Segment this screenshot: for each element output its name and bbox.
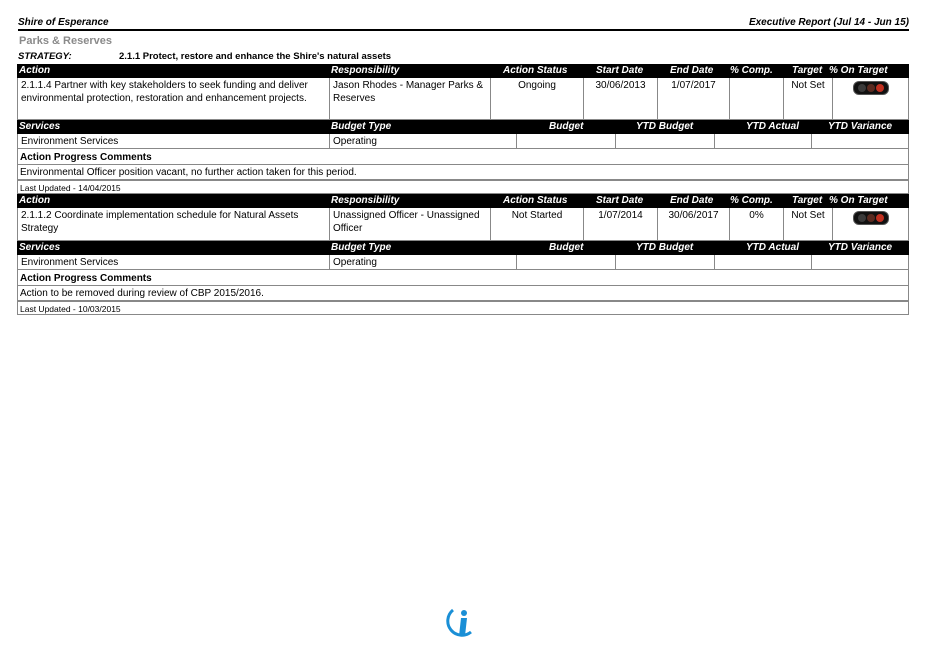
col-action: Action: [19, 65, 51, 76]
col-target: Target: [792, 65, 823, 76]
action-block-2: [17, 194, 909, 315]
logo-icon: [441, 606, 479, 638]
budget-type-text: Operating: [329, 255, 516, 269]
col-end: End Date: [670, 195, 714, 206]
ytd-budget-value: [615, 255, 714, 269]
section-title: Parks & Reserves: [19, 35, 112, 47]
service-text: Environment Services: [21, 257, 119, 268]
ytd-budget-value: [615, 134, 714, 148]
ytd-actual-value: [714, 255, 811, 269]
col-services: Services: [19, 242, 61, 253]
budget-value: [516, 134, 615, 148]
start-date: 30/06/2013: [583, 78, 657, 119]
col-services: Services: [19, 121, 61, 132]
services-header: [17, 120, 909, 134]
col-ytd-actual: YTD Actual: [746, 242, 799, 253]
strategy-line: [18, 51, 392, 62]
col-budget: Budget: [549, 121, 584, 132]
col-action: Action: [19, 195, 51, 206]
last-updated: Last Updated - 14/04/2015: [17, 180, 909, 194]
target-text: Not Set: [783, 208, 832, 240]
col-ytd-budget: YTD Budget: [636, 121, 694, 132]
col-status: Action Status: [503, 65, 568, 76]
status-text: Ongoing: [490, 78, 583, 119]
col-start: Start Date: [596, 65, 644, 76]
on-target-cell: [832, 78, 908, 119]
action-row: [17, 208, 909, 241]
col-status: Action Status: [503, 195, 568, 206]
strategy-label: STRATEGY:: [18, 51, 72, 62]
last-updated: Last Updated - 10/03/2015: [17, 301, 909, 315]
responsibility-text: Jason Rhodes - Manager Parks & Reserves: [329, 78, 490, 119]
on-target-cell: [832, 208, 908, 240]
col-comp: % Comp.: [730, 65, 773, 76]
services-row: [17, 255, 909, 270]
col-start: Start Date: [596, 195, 644, 206]
col-budget-type: Budget Type: [331, 121, 392, 132]
col-ytd-actual: YTD Actual: [746, 121, 799, 132]
col-target: Target: [792, 195, 823, 206]
col-end: End Date: [670, 65, 714, 76]
start-date: 1/07/2014: [583, 208, 657, 240]
ytd-actual-value: [714, 134, 811, 148]
services-row: [17, 134, 909, 149]
action-block-1: [17, 64, 909, 194]
end-date: 30/06/2017: [657, 208, 729, 240]
col-responsibility: Responsibility: [331, 65, 400, 76]
ytd-variance-value: [811, 255, 908, 269]
comment-text: Environmental Officer position vacant, no further action taken for this period.: [17, 165, 909, 180]
col-on-target: % On Target: [829, 195, 888, 206]
target-text: Not Set: [783, 78, 832, 119]
percent-complete: [729, 78, 783, 119]
traffic-light-icon: [853, 81, 889, 95]
budget-type-text: Operating: [329, 134, 516, 148]
action-text: 2.1.1.2 Coordinate implementation schedule for Natural Assets Strategy: [21, 210, 299, 234]
action-row: [17, 78, 909, 120]
action-header: [17, 64, 909, 78]
comments-heading: Action Progress Comments: [17, 270, 909, 286]
status-text: Not Started: [490, 208, 583, 240]
percent-complete: 0%: [729, 208, 783, 240]
services-header: [17, 241, 909, 255]
strategy-text: 2.1.1 Protect, restore and enhance the Shire's natural assets: [119, 51, 392, 62]
responsibility-text: Unassigned Officer - Unassigned Officer: [329, 208, 490, 240]
organisation-name: Shire of Esperance: [18, 17, 109, 28]
service-text: Environment Services: [21, 136, 119, 147]
ytd-variance-value: [811, 134, 908, 148]
col-ytd-variance: YTD Variance: [828, 121, 893, 132]
col-comp: % Comp.: [730, 195, 773, 206]
action-text: 2.1.1.4 Partner with key stakeholders to seek funding and deliver environmental protection, restoration and enhancement projects.: [21, 80, 308, 104]
end-date: 1/07/2017: [657, 78, 729, 119]
budget-value: [516, 255, 615, 269]
col-responsibility: Responsibility: [331, 195, 400, 206]
comments-heading: Action Progress Comments: [17, 149, 909, 165]
col-ytd-budget: YTD Budget: [636, 242, 694, 253]
report-title: Executive Report (Jul 14 - Jun 15): [748, 17, 909, 28]
col-on-target: % On Target: [829, 65, 888, 76]
comment-text: Action to be removed during review of CBP 2015/2016.: [17, 286, 909, 301]
col-budget-type: Budget Type: [331, 242, 392, 253]
col-budget: Budget: [549, 242, 584, 253]
action-header: [17, 194, 909, 208]
report-header: [18, 15, 909, 31]
col-ytd-variance: YTD Variance: [828, 242, 893, 253]
traffic-light-icon: [853, 211, 889, 225]
